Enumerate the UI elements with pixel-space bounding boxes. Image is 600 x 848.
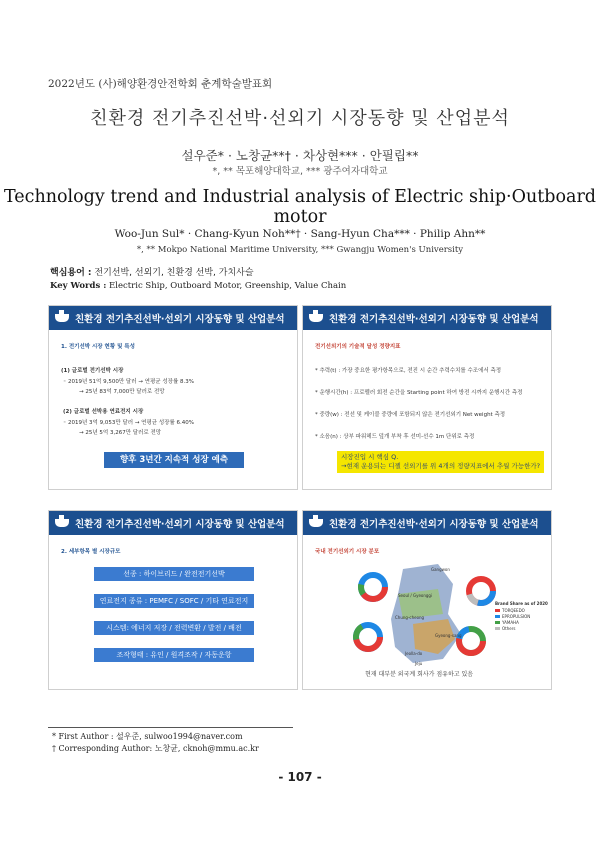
slide-section-title: 1. 전기선박 시장 현황 및 특성 [61,344,135,350]
key-question-title: 시장진입 시 핵심 Q. [341,453,399,461]
affiliation-korean: *, ** 목포해양대학교, *** 광주여자대학교 [212,166,388,177]
indicator-runtime: * 운행시간(h) : 프로펠러 회전 순간을 Starting point 하여 방전 시까지 운행시간 측정 [315,390,523,396]
indicator-weight: * 중량(w) : 전선 및 케이블 중량에 포함되지 않은 전기선외기 Net weight 측정 [315,412,506,418]
key-question-highlight [337,451,544,473]
region-donut [356,625,380,649]
slide-header [303,306,551,330]
title-english: Technology trend and Industrial analysis of Electric ship·Outboard motor [3,187,597,227]
legend-swatch [495,627,500,630]
footnote-corresponding-author: † Corresponding Author: 노창균, cknoh@mmu.ac.kr [52,744,259,753]
legend-item [495,626,530,632]
region-label: Gangwon [431,567,450,572]
region-donut [361,575,385,599]
footnote-first-author: * First Author : 설우준, sulwoo1994@naver.com [52,732,243,741]
legend-swatch [495,609,500,612]
region-donut [469,579,493,603]
slide-section-title: 국내 전기선외기 시장 분포 [315,549,380,555]
ship-icon [55,314,69,322]
key-question-text: →현재 운용되는 디젤 선외기를 위 4개의 정량지표에서 추월 가능한가? [341,462,541,470]
slide-header-title: 친환경 전기추진선박·선외기 시장동향 및 산업분석 [75,314,285,325]
growth-banner: 향후 3년간 지속적 성장 예측 [104,452,244,468]
ship-icon [309,519,323,527]
category-pill: 선종 : 하이브리드 / 완전전기선박 [94,567,254,581]
legend-label: Others [502,626,516,631]
brand-legend [495,608,530,632]
slide-section-title: 2. 세부항목 별 시장규모 [61,549,121,555]
legend-label: YAMAHA [502,620,519,625]
region-label: Chung-cheong [395,615,425,620]
keywords-english-text: Electric Ship, Outboard Motor, Greenship, Value Chain [109,281,347,291]
slide-header-title: 친환경 전기추진선박·선외기 시장동향 및 산업분석 [329,314,539,325]
category-pill: 연료전지 종류 : PEMFC / SOFC / 기타 연료전지 [94,594,254,608]
keywords-english [50,281,346,291]
slide-line: → 25년 83억 7,000만 달러로 전망 [79,389,165,395]
ship-icon [309,314,323,322]
region-donut [459,629,483,653]
page-number: - 107 - [278,770,322,784]
affiliation-english: *, ** Mokpo National Maritime University, *** Gwangju Women's University [136,245,464,255]
region-label: Jeolla-do [405,651,423,656]
slide-market-status [48,305,298,490]
slide-section-title: 전기선외기의 기술적 달성 정량지표 [315,344,401,350]
slide-header [49,306,297,330]
legend-label: EPROPULSION [502,614,531,619]
slide-line: ◦ 2019년 51억 9,500만 달러 → 연평균 성장률 8.3% [63,379,194,385]
indicator-thrust: * 추력(t) : 가장 중요한 평가항목으로, 전진 시 순간 추력수치를 수조에서 측정 [315,368,502,374]
slide-market-size [48,510,298,690]
slide-header-title: 친환경 전기추진선박·선외기 시장동향 및 산업분석 [329,519,539,530]
slide-header [303,511,551,535]
legend-swatch [495,621,500,624]
legend-label: TORQEEDO [502,608,525,613]
conference-name: 2022년도 (사)해양환경안전학회 춘계학술발표회 [48,78,273,90]
category-pill: 조작형태 : 유인 / 원격조작 / 자동운항 [94,648,254,662]
region-label: Gyeong-sang [435,633,462,638]
slide-line: ◦ 2019년 3억 9,053만 달러 → 연평균 성장률 6.40% [63,420,194,426]
legend-title: Brand Share as of 2020 [495,601,548,606]
slide-subheading: (1) 글로벌 전기선박 시장 [61,368,124,374]
keywords-korean-label: 핵심용어 : [50,268,92,278]
slide-domestic-distribution [302,510,552,690]
slide-header-title: 친환경 전기추진선박·선외기 시장동향 및 산업분석 [75,519,285,530]
slide-header [49,511,297,535]
slide-subheading: (2) 글로벌 선박용 연료전지 시장 [63,409,144,415]
category-pill: 시스템: 에너지 저장 / 전력변환 / 발전 / 배전 [94,621,254,635]
slide-caption: 현재 대부분 외국계 회사가 점유하고 있음 [365,671,474,678]
footnote-divider [48,727,293,728]
region-label: Jeju [415,661,423,666]
authors-korean: 설우준* · 노창균**† · 차상현*** · 안필립** [181,148,419,163]
legend-swatch [495,615,500,618]
slide-line: → 25년 5억 3,267만 달러로 전망 [79,430,162,436]
title-korean: 친환경 전기추진선박·선외기 시장동향 및 산업분석 [90,108,510,129]
ship-icon [55,519,69,527]
region-label: Seoul / Gyeonggi [398,593,433,598]
slide-quantitative-indicators [302,305,552,490]
keywords-korean [50,265,254,278]
keywords-english-label: Key Words : [50,281,107,291]
authors-english: Woo-Jun Sul* · Chang-Kyun Noh**† · Sang-Hyun Cha*** · Philip Ahn** [114,228,486,240]
indicator-noise: * 소음(n) : 상부 파워헤드 덮개 부착 후 선미-선수 1m 단위로 측정 [315,434,475,440]
keywords-korean-text: 전기선박, 선외기, 친환경 선박, 가치사슬 [94,268,254,278]
